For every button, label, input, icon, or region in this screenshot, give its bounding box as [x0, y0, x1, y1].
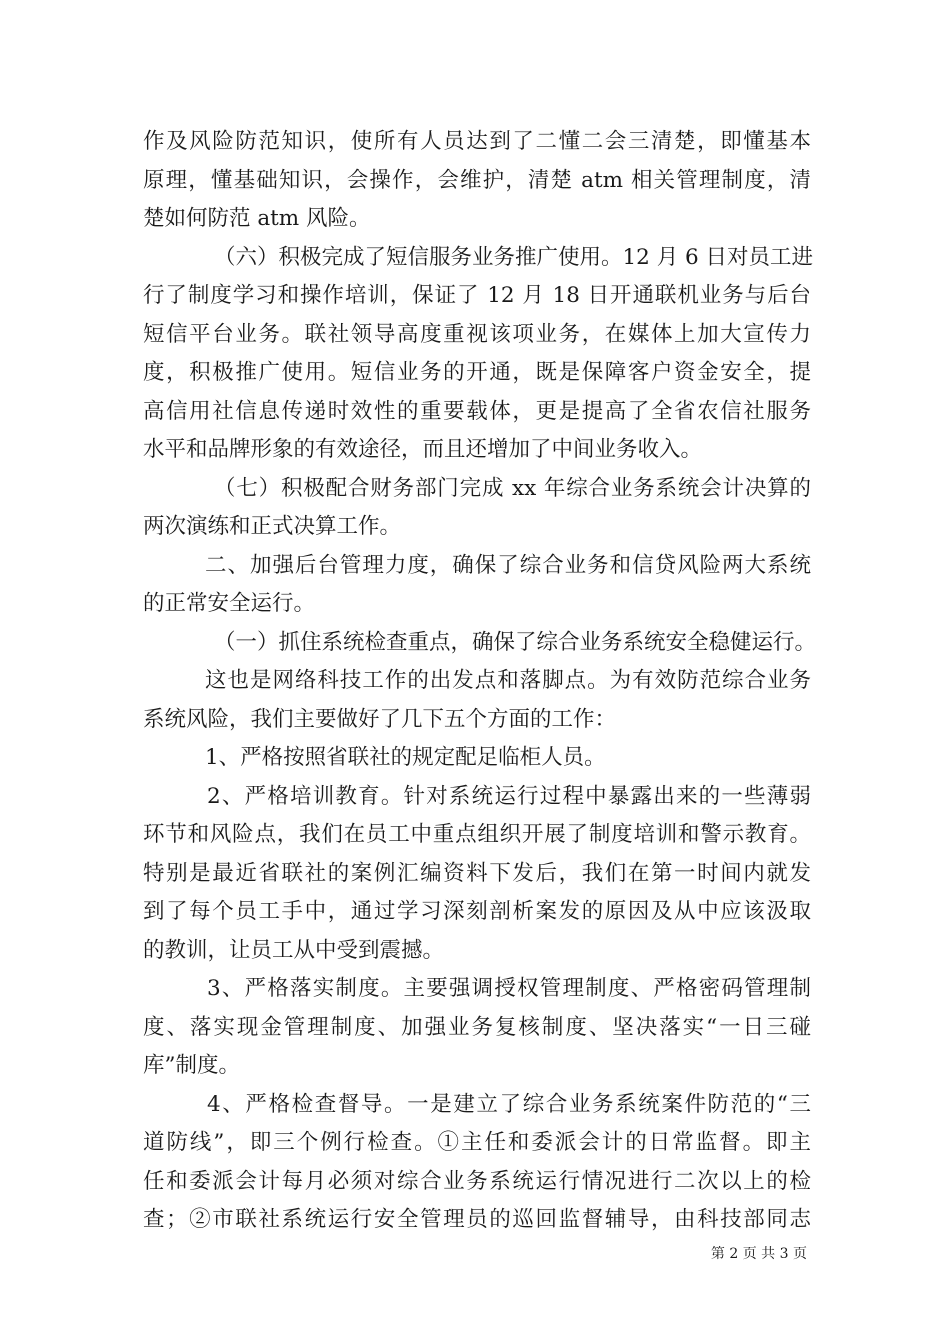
- page-indicator: 第 2 页 共 3 页: [710, 1246, 807, 1262]
- text-line: 任和委派会计每月必须对综合业务系统运行情况进行二次以上的检: [143, 1168, 811, 1194]
- text-line: 系统风险，我们主要做好了几下五个方面的工作：: [143, 706, 617, 732]
- document-body: [143, 123, 817, 1240]
- text-line: （六）积极完成了短信服务业务推广使用。12 月 6 日对员工进: [214, 244, 814, 270]
- list-item: 4、严格检查督导。一是建立了综合业务系统案件防范的“三: [207, 1091, 811, 1117]
- text-line: 到了每个员工手中，通过学习深刻剖析案发的原因及从中应该汲取: [143, 899, 811, 924]
- list-item: 1、严格按照省联社的规定配足临柜人员。: [205, 745, 606, 770]
- list-item: 3、严格落实制度。主要强调授权管理制度、严格密码管理制: [207, 976, 811, 1001]
- text-line: 原理，懂基础知识，会操作，会维护，清楚 atm 相关管理制度，清: [143, 167, 811, 193]
- text-line: 高信用社信息传递时效性的重要载体，更是提高了全省农信社服务: [143, 398, 811, 424]
- list-item: 2、严格培训教育。针对系统运行过程中暴露出来的一些薄弱: [207, 783, 811, 809]
- text-line: 道防线”，即三个例行检查。①主任和委派会计的日常监督。即主: [143, 1130, 811, 1155]
- text-line: 两次演练和正式决算工作。: [143, 514, 402, 539]
- text-line: 度，积极推广使用。短信业务的开通，既是保障客户资金安全，提: [143, 360, 811, 385]
- text-line: 库”制度。: [143, 1053, 240, 1078]
- text-line: 作及风险防范知识，使所有人员达到了二懂二会三清楚，即懂基本: [143, 129, 811, 154]
- text-line: （七）积极配合财务部门完成 xx 年综合业务系统会计决算的: [214, 475, 811, 501]
- text-line: 特别是最近省联社的案例汇编资料下发后，我们在第一时间内就发: [143, 860, 811, 886]
- text-line: 短信平台业务。联社领导高度重视该项业务，在媒体上加大宣传力: [143, 321, 811, 347]
- text-line: 的教训，让员工从中受到震撼。: [143, 937, 445, 963]
- text-line: 这也是网络科技工作的出发点和落脚点。为有效防范综合业务: [205, 668, 811, 693]
- text-line: 楚如何防范 atm 风险。: [143, 206, 371, 231]
- text-line: 环节和风险点，我们在员工中重点组织开展了制度培训和警示教育。: [143, 822, 811, 847]
- text-line: 查；②市联社系统运行安全管理员的巡回监督辅导，由科技部同志: [143, 1207, 811, 1232]
- section-heading: 的正常安全运行。: [143, 591, 316, 616]
- text-line: 行了制度学习和操作培训，保证了 12 月 18 日开通联机业务与后台: [143, 283, 811, 308]
- text-line: 度、落实现金管理制度、加强业务复核制度、坚决落实“一日三碰: [143, 1014, 811, 1040]
- section-heading: 二、加强后台管理力度，确保了综合业务和信贷风险两大系统: [205, 552, 811, 578]
- text-line: 水平和品牌形象的有效途径，而且还增加了中间业务收入。: [143, 437, 703, 462]
- subsection-heading: （一）抓住系统检查重点，确保了综合业务系统安全稳健运行。: [214, 629, 817, 655]
